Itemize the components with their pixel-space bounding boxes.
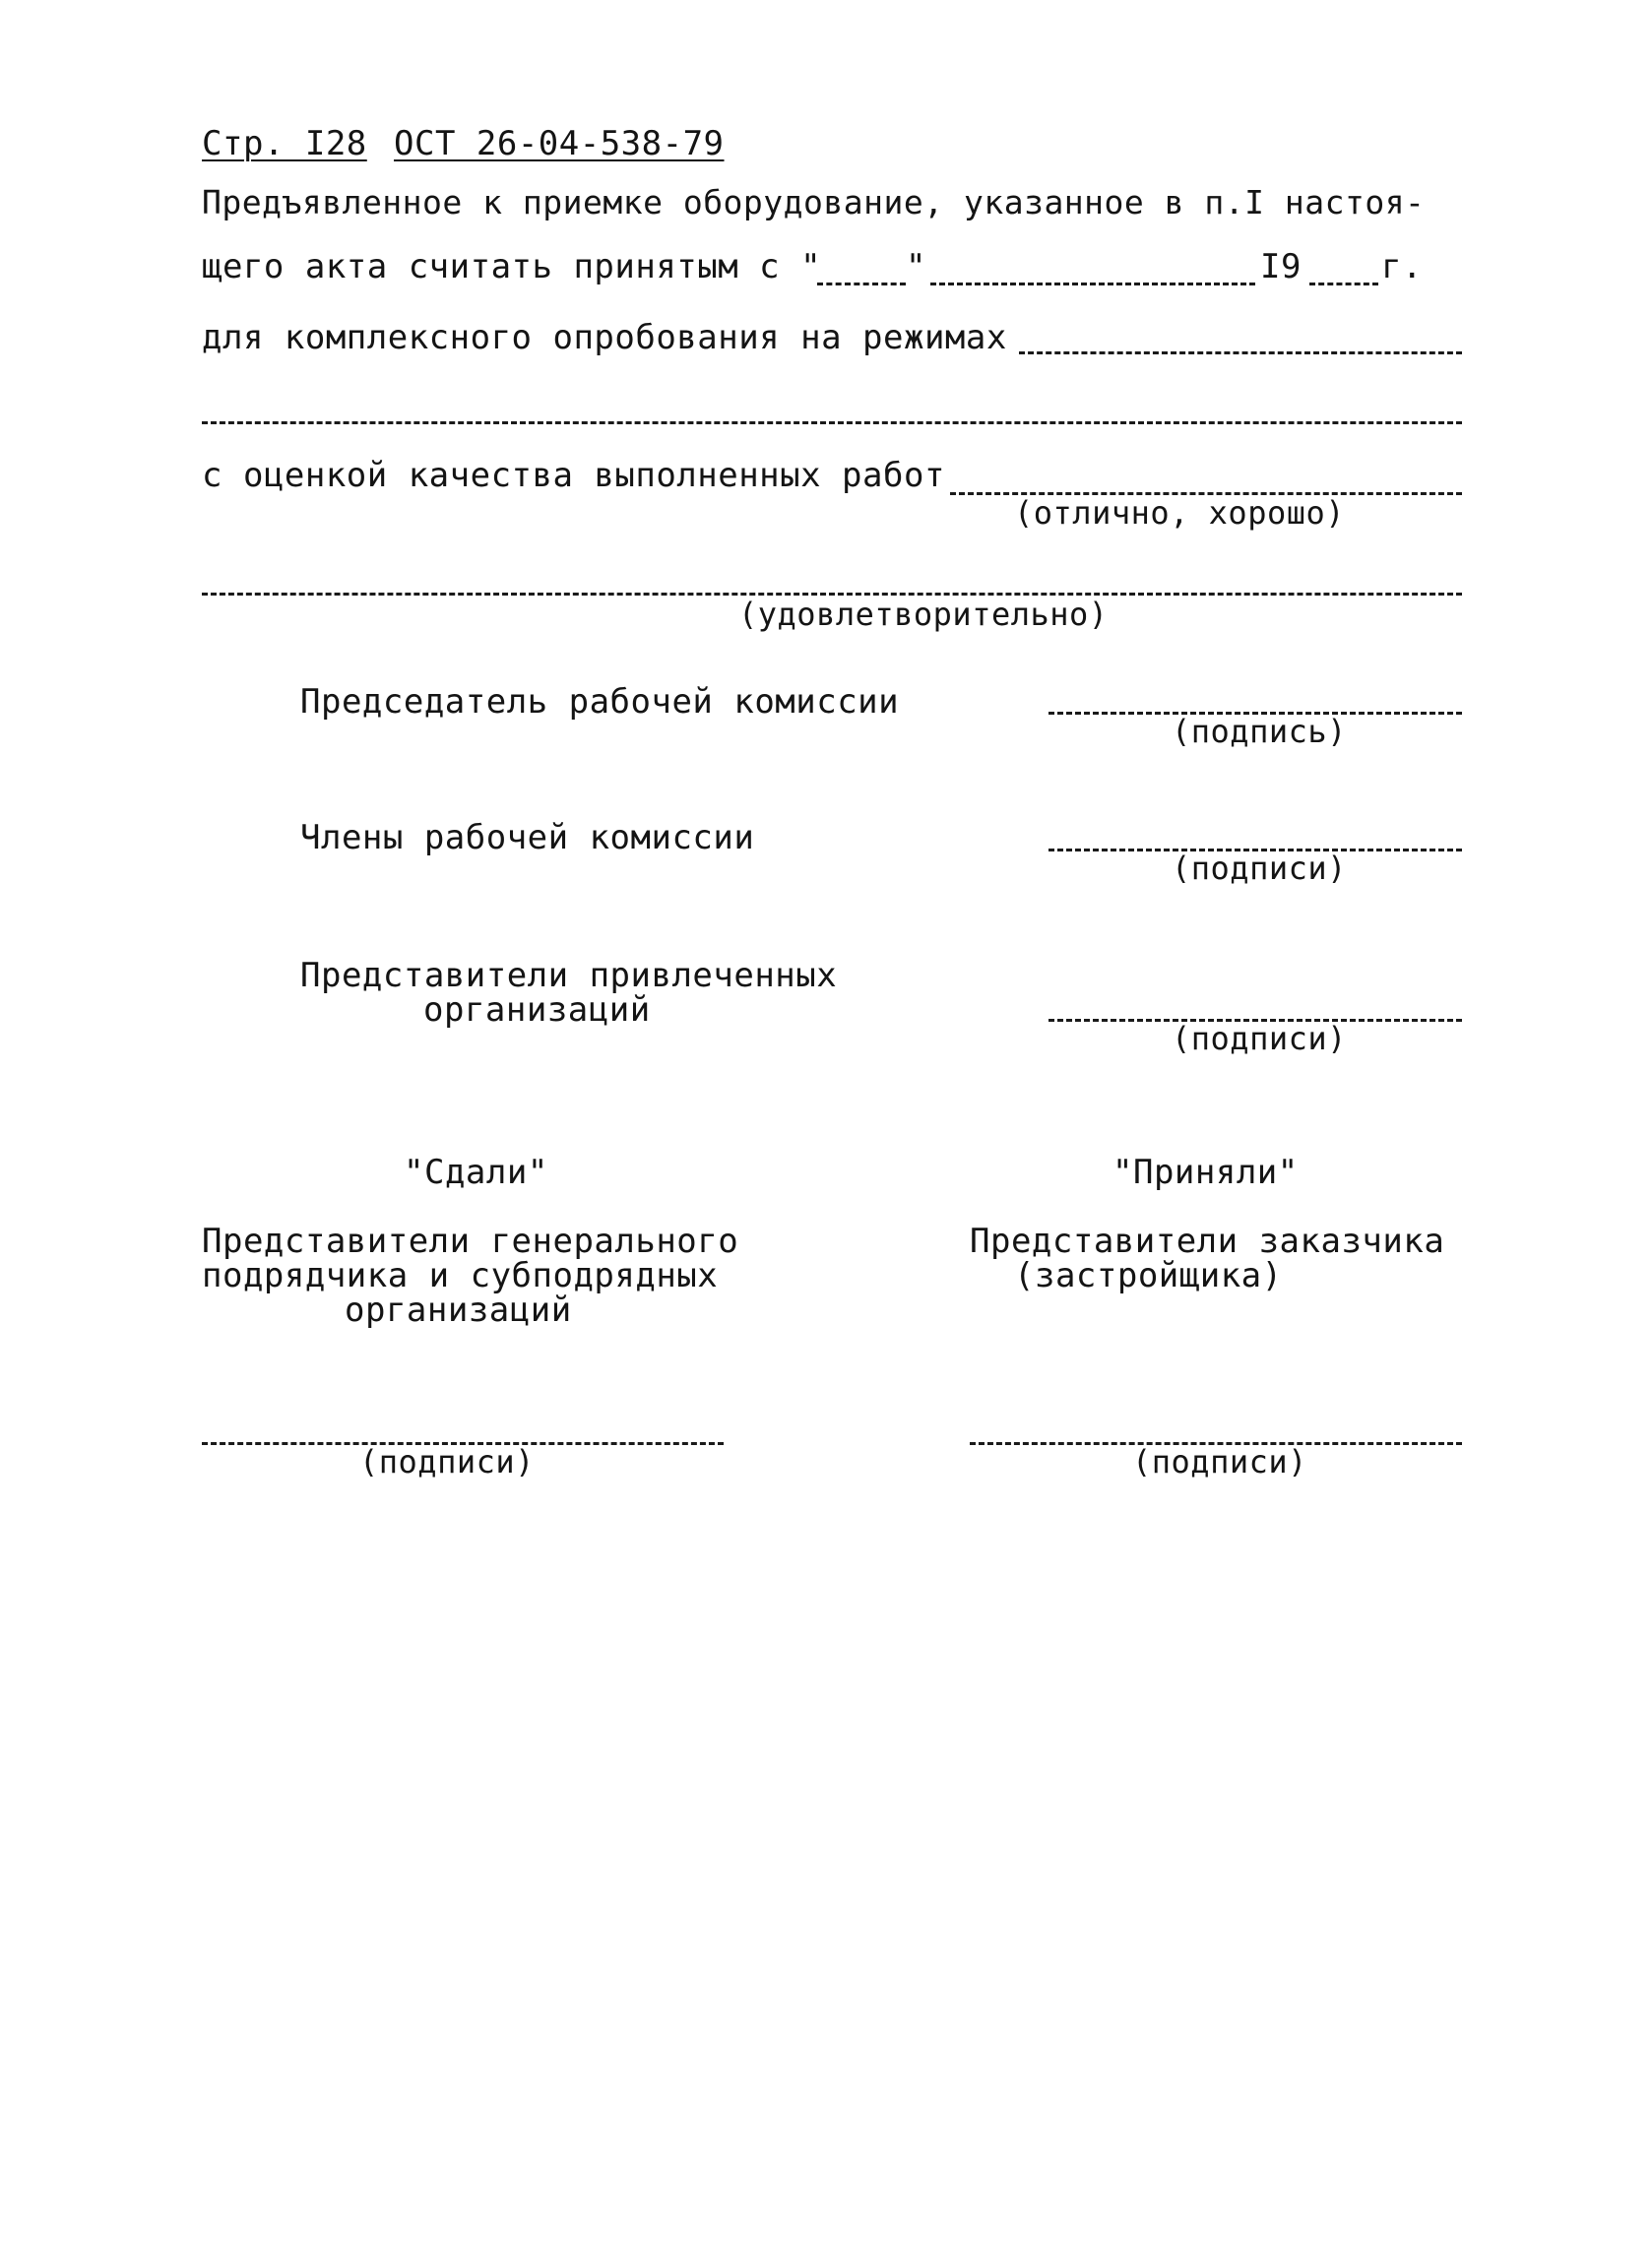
reps-label-line-2: организаций [423, 990, 651, 1030]
paragraph-line-2-start: щего акта считать принятым с " [202, 247, 822, 286]
reps-signature-hint: (подписи) [1172, 1020, 1347, 1057]
page-number: Стр. I28 [202, 124, 367, 163]
delivered-title: "Сдали" [404, 1153, 548, 1192]
quality-hint-2: (удовлетворительно) [738, 596, 1109, 633]
accepted-line-1: Представители заказчика [970, 1222, 1445, 1261]
paragraph-line-2-year-prefix: I9 [1260, 247, 1302, 286]
paragraph-line-3: для комплексного опробования на режимах [202, 318, 1007, 357]
paragraph-line-1: Предъявленное к приемке оборудование, указанное в п.I настоя- [202, 183, 1426, 221]
delivered-line-3: организаций [345, 1291, 572, 1330]
members-label: Члены рабочей комиссии [300, 818, 755, 857]
paragraph-line-2-year-suffix: г. [1381, 247, 1423, 286]
month-blank-line [930, 283, 1255, 285]
standard-number: ОСТ 26-04-538-79 [394, 124, 725, 163]
accepted-signature-hint: (подписи) [1132, 1443, 1307, 1480]
year-blank-line [1309, 283, 1378, 285]
accepted-line-2: (застройщика) [1014, 1256, 1283, 1295]
accepted-title: "Приняли" [1112, 1153, 1299, 1192]
reps-label-line-1: Представители привлеченных [300, 956, 838, 995]
chairman-label: Председатель рабочей комиссии [300, 682, 900, 722]
modes-blank-line-2 [202, 421, 1462, 424]
members-signature-hint: (подписи) [1172, 850, 1347, 887]
delivered-signature-hint: (подписи) [359, 1443, 535, 1480]
chairman-signature-hint: (подпись) [1172, 713, 1347, 750]
quality-label: с оценкой качества выполненных работ [202, 456, 945, 495]
delivered-line-1: Представители генерального [202, 1222, 739, 1261]
day-blank-line [817, 283, 906, 285]
quality-hint-1: (отлично, хорошо) [1014, 494, 1346, 532]
delivered-line-2: подрядчика и субподрядных [202, 1256, 719, 1295]
modes-blank-line [1019, 351, 1462, 354]
paragraph-line-2-quote: " [906, 247, 926, 286]
